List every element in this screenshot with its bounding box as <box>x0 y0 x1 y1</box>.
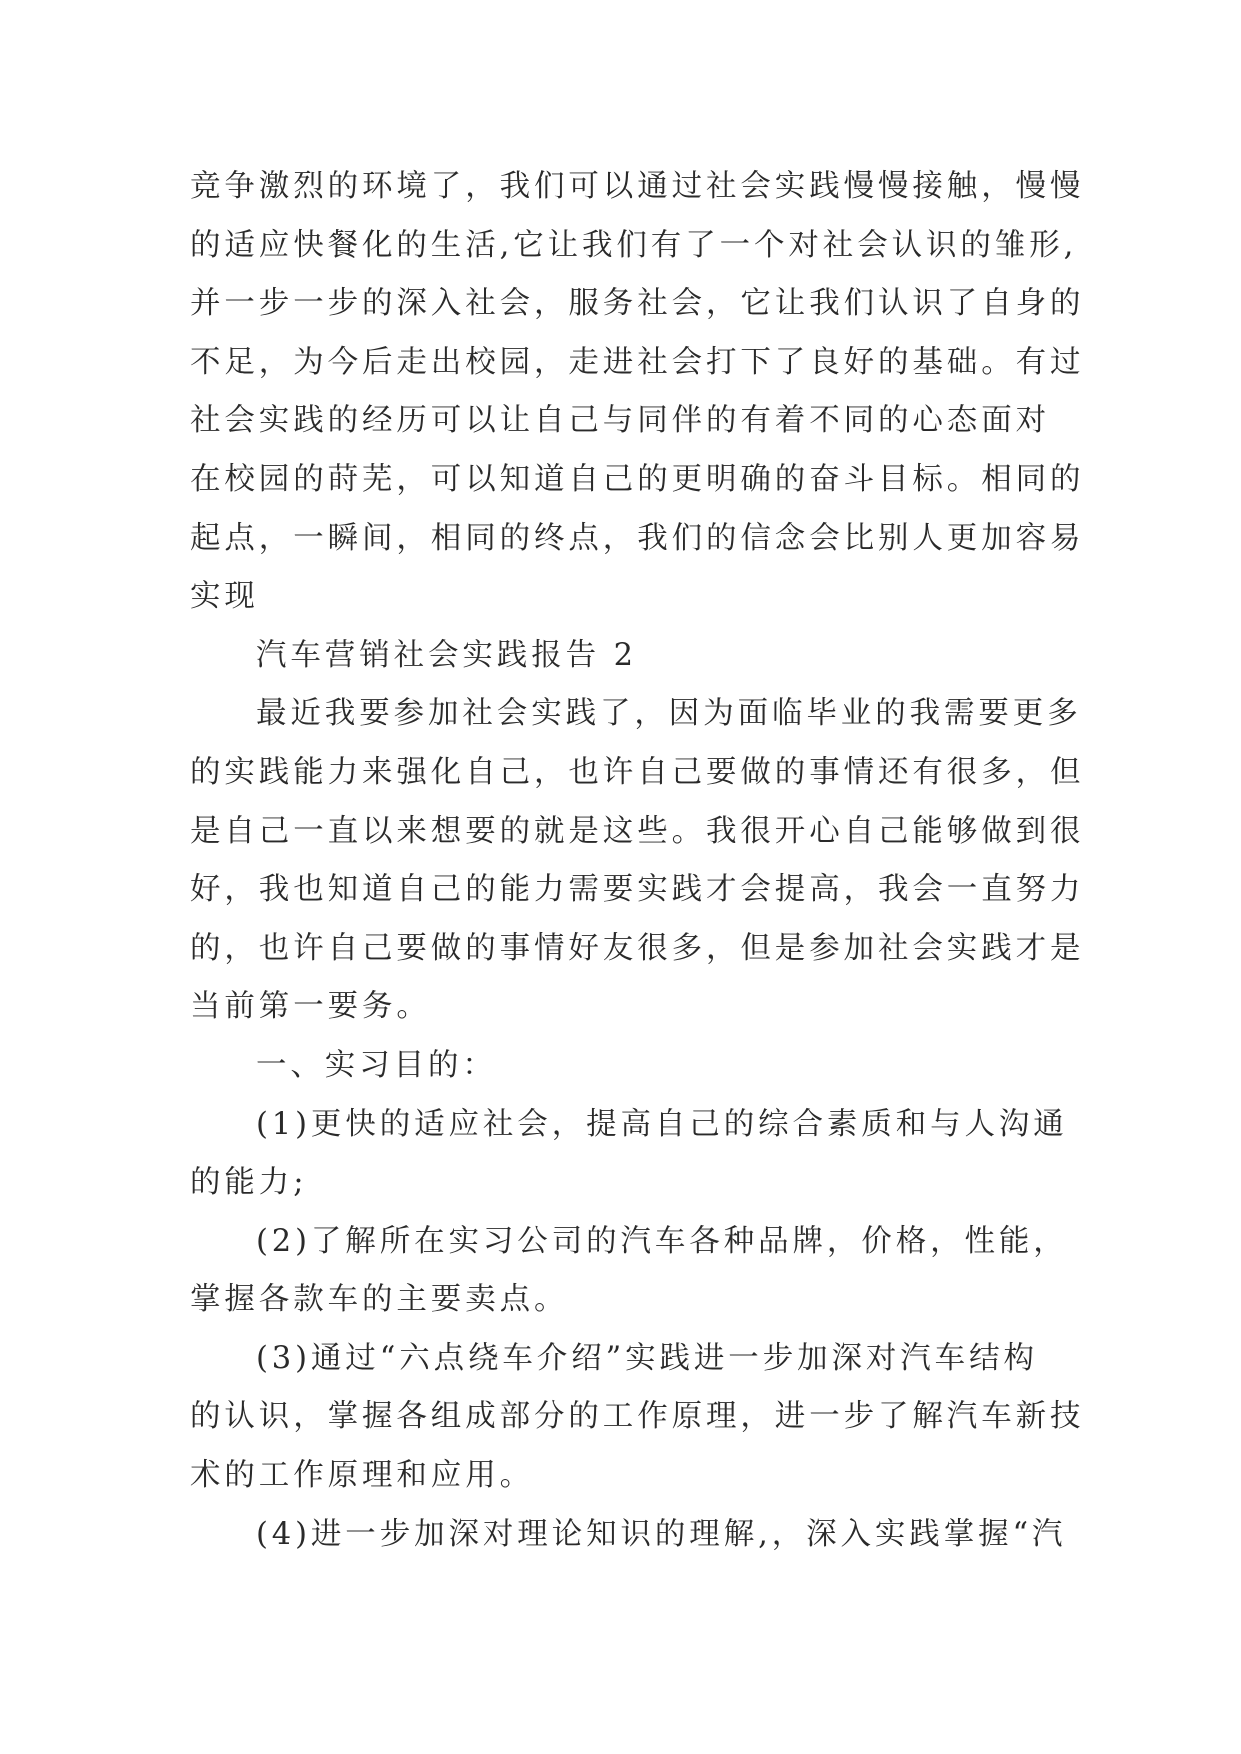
text-line: 的能力; <box>190 1165 308 1201</box>
list-item: (2)了解所在实习公司的汽车各种品牌，价格，性能， <box>256 1223 1068 1259</box>
text-line: 掌握各款车的主要卖点。 <box>190 1282 569 1318</box>
subsection-heading: 一、实习目的： <box>256 1047 497 1083</box>
text-line: 好，我也知道自己的能力需要实践才会提高，我会一直努力 <box>190 872 1085 908</box>
text-line: 在校园的莳芜，可以知道自己的更明确的奋斗目标。相同的 <box>190 461 1085 497</box>
text-line: 术的工作原理和应用。 <box>190 1458 534 1494</box>
text-line: 的，也许自己要做的事情好友很多，但是参加社会实践才是 <box>190 930 1085 966</box>
list-item: (3)通过“六点绕车介绍”实践进一步加深对汽车结构 <box>256 1340 1038 1376</box>
list-item: (4)进一步加深对理论知识的理解,，深入实践掌握“汽 <box>256 1516 1067 1552</box>
section-heading: 汽车营销社会实践报告 2 <box>256 637 637 673</box>
text-line: 最近我要参加社会实践了，因为面临毕业的我需要更多 <box>256 696 1082 732</box>
text-line: 并一步一步的深入社会，服务社会，它让我们认识了自身的 <box>190 286 1085 322</box>
list-item: (1)更快的适应社会，提高自己的综合素质和与人沟通 <box>256 1106 1068 1142</box>
text-line: 社会实践的经历可以让自己与同伴的有着不同的心态面对 <box>190 403 1050 439</box>
text-line: 不足，为今后走出校园，走进社会打下了良好的基础。有过 <box>190 344 1085 380</box>
text-line: 实现 <box>190 579 259 615</box>
text-line: 起点，一瞬间，相同的终点，我们的信念会比别人更加容易 <box>190 520 1085 556</box>
text-line: 当前第一要务。 <box>190 989 431 1025</box>
text-line: 是自己一直以来想要的就是这些。我很开心自己能够做到很 <box>190 813 1085 849</box>
text-line: 的适应快餐化的生活,它让我们有了一个对社会认识的雏形, <box>190 227 1078 263</box>
text-line: 的认识，掌握各组成部分的工作原理，进一步了解汽车新技 <box>190 1399 1085 1435</box>
body-text <box>190 158 1190 1564</box>
text-line: 竞争激烈的环境了，我们可以通过社会实践慢慢接触，慢慢 <box>190 169 1085 204</box>
text-line: 的实践能力来强化自己，也许自己要做的事情还有很多，但 <box>190 754 1085 790</box>
